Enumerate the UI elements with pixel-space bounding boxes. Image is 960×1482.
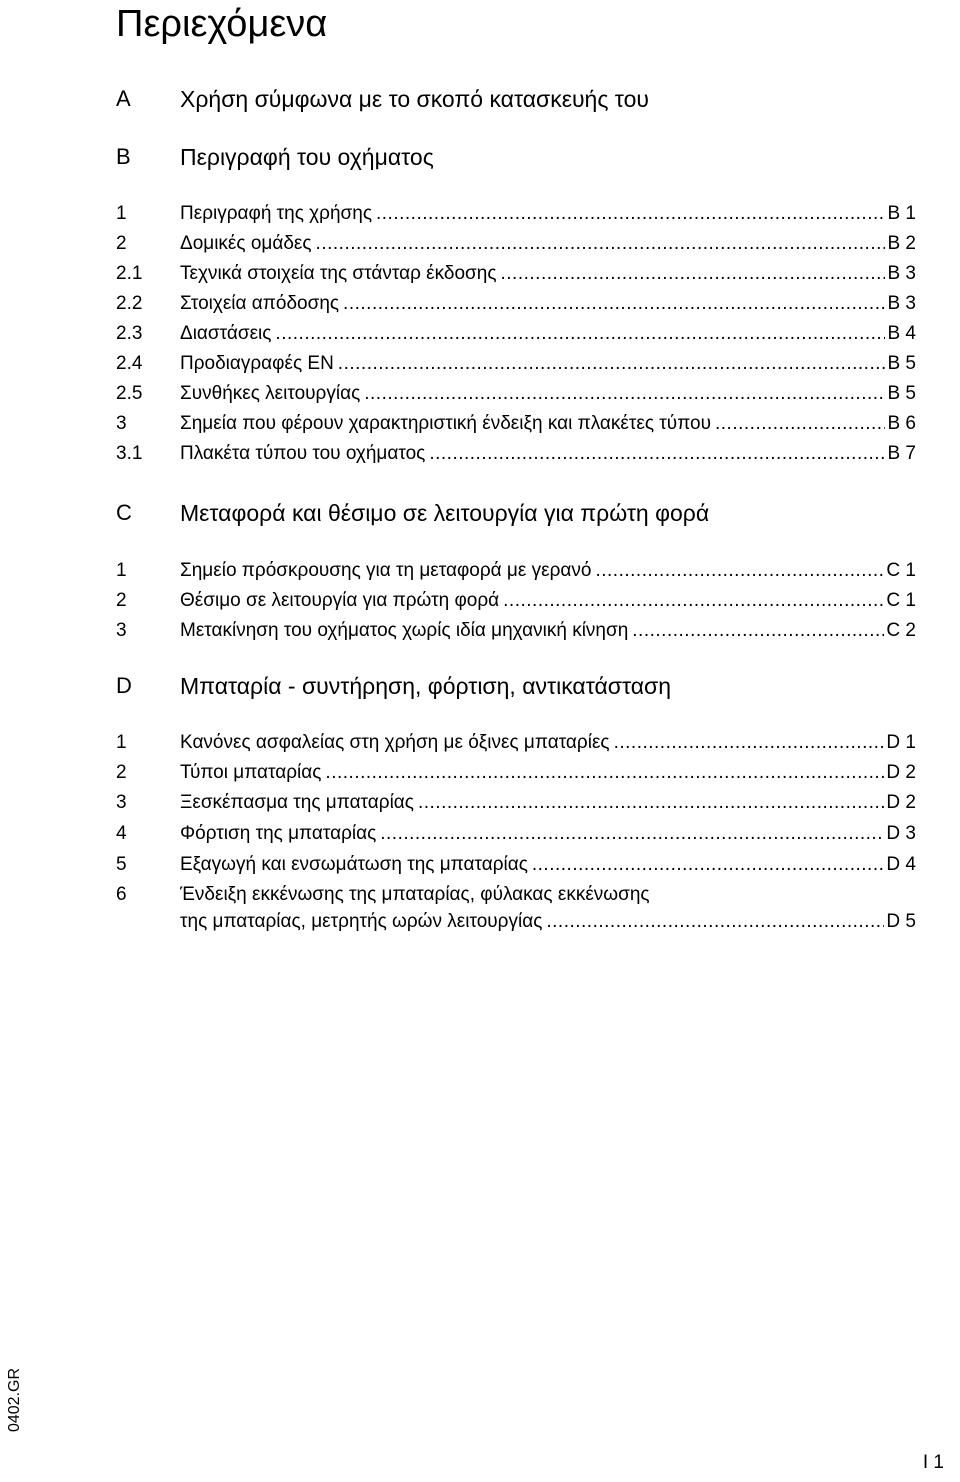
entry-label: Φόρτιση της μπαταρίας bbox=[180, 823, 377, 844]
entry-label: Δομικές ομάδες bbox=[180, 233, 312, 254]
section-title: Μπαταρία - συντήρηση, φόρτιση, αντικατάσταση bbox=[180, 673, 672, 699]
section-letter: D bbox=[116, 673, 132, 698]
dot-leader bbox=[380, 819, 884, 849]
toc-entry-c-1[interactable] bbox=[116, 556, 916, 586]
page-number: I 1 bbox=[922, 1452, 944, 1473]
entry-page: B 1 bbox=[887, 203, 916, 224]
dot-leader bbox=[503, 586, 884, 616]
entry-number: 3 bbox=[116, 413, 127, 434]
toc-entry-b-2-3[interactable] bbox=[116, 319, 916, 349]
dot-leader bbox=[338, 349, 886, 379]
dot-leader bbox=[364, 379, 885, 409]
dot-leader bbox=[715, 409, 885, 439]
toc-entry-b-2-5[interactable] bbox=[116, 379, 916, 409]
dot-leader bbox=[429, 439, 885, 469]
section-letter: B bbox=[116, 144, 131, 169]
page-title: Περιεχόμενα bbox=[116, 3, 328, 45]
toc-entry-b-2[interactable] bbox=[116, 229, 916, 259]
entry-number: 2.2 bbox=[116, 293, 143, 314]
toc-entry-d-4[interactable] bbox=[116, 819, 916, 849]
entry-page: D 1 bbox=[886, 732, 916, 753]
entry-page: B 2 bbox=[887, 233, 916, 254]
section-title: Χρήση σύμφωνα με το σκοπό κατασκευής του bbox=[180, 86, 649, 112]
dot-leader bbox=[595, 556, 884, 586]
toc-entry-d-2[interactable] bbox=[116, 758, 916, 788]
toc-entry-d-5[interactable] bbox=[116, 850, 916, 880]
dot-leader bbox=[546, 907, 884, 937]
entry-page: D 4 bbox=[886, 854, 916, 875]
entry-label: Ένδειξη εκκένωσης της μπαταρίας, φύλακας εκκένωσης bbox=[180, 884, 650, 905]
dot-leader bbox=[501, 259, 886, 289]
toc-section-a[interactable] bbox=[116, 82, 916, 116]
entry-label: Τύποι μπαταρίας bbox=[180, 762, 322, 783]
entry-label: Μετακίνηση του οχήματος χωρίς ιδία μηχανική κίνηση bbox=[180, 620, 629, 641]
entry-number: 2 bbox=[116, 233, 127, 254]
document-code bbox=[0, 1360, 30, 1440]
toc-entry-d-6[interactable] bbox=[116, 880, 916, 910]
dot-leader bbox=[325, 758, 884, 788]
toc-entry-b-2-1[interactable] bbox=[116, 259, 916, 289]
entry-page: D 3 bbox=[886, 823, 916, 844]
entry-label: Στοιχεία απόδοσης bbox=[180, 293, 340, 314]
entry-label: Σημείο πρόσκρουσης για τη μεταφορά με γερανό bbox=[180, 560, 592, 581]
document-code-text: 0402.GR bbox=[6, 1367, 23, 1433]
toc-section-d[interactable] bbox=[116, 669, 916, 703]
toc-entry-b-1[interactable] bbox=[116, 199, 916, 229]
entry-label: Εξαγωγή και ενσωμάτωση της μπαταρίας bbox=[180, 854, 528, 875]
toc-entry-d-1[interactable] bbox=[116, 728, 916, 758]
entry-page: D 2 bbox=[886, 792, 916, 813]
entry-page: C 1 bbox=[886, 590, 916, 611]
entry-number: 3 bbox=[116, 792, 127, 813]
section-letter: A bbox=[116, 86, 131, 111]
entry-number: 1 bbox=[116, 560, 127, 581]
entry-number: 2.3 bbox=[116, 323, 143, 344]
entry-page: B 5 bbox=[887, 383, 916, 404]
toc-entry-b-3-1[interactable] bbox=[116, 439, 916, 469]
section-title: Μεταφορά και θέσιμο σε λειτουργία για πρώτη φορά bbox=[180, 500, 710, 526]
entry-number: 6 bbox=[116, 884, 127, 905]
entry-number: 1 bbox=[116, 203, 127, 224]
toc-entry-b-3[interactable] bbox=[116, 409, 916, 439]
dot-leader bbox=[614, 728, 885, 758]
dot-leader bbox=[376, 199, 885, 229]
entry-page: C 2 bbox=[886, 620, 916, 641]
toc-entry-b-2-4[interactable] bbox=[116, 349, 916, 379]
toc-entry-d-6-continued[interactable] bbox=[116, 907, 916, 937]
dot-leader bbox=[632, 616, 884, 646]
toc-entry-c-3[interactable] bbox=[116, 616, 916, 646]
entry-label: Θέσιμο σε λειτουργία για πρώτη φορά bbox=[180, 590, 500, 611]
toc-section-c[interactable] bbox=[116, 496, 916, 530]
dot-leader bbox=[343, 289, 885, 319]
entry-number: 1 bbox=[116, 732, 127, 753]
dot-leader bbox=[418, 788, 884, 818]
entry-label: Πλακέτα τύπου του οχήματος bbox=[180, 443, 426, 464]
entry-page: B 5 bbox=[887, 353, 916, 374]
entry-number: 3.1 bbox=[116, 443, 143, 464]
toc-section-b[interactable] bbox=[116, 140, 916, 174]
toc-entry-c-2[interactable] bbox=[116, 586, 916, 616]
toc-entry-d-3[interactable] bbox=[116, 788, 916, 818]
entry-label: Τεχνικά στοιχεία της στάνταρ έκδοσης bbox=[180, 263, 497, 284]
entry-label: Ξεσκέπασμα της μπαταρίας bbox=[180, 792, 414, 813]
entry-number: 2 bbox=[116, 762, 127, 783]
entry-number: 3 bbox=[116, 620, 127, 641]
entry-page: B 3 bbox=[887, 263, 916, 284]
entry-number: 5 bbox=[116, 854, 127, 875]
entry-number: 2.1 bbox=[116, 263, 143, 284]
entry-page: B 7 bbox=[887, 443, 916, 464]
entry-label: Διαστάσεις bbox=[180, 323, 272, 344]
section-letter: C bbox=[116, 500, 132, 525]
toc-entry-b-2-2[interactable] bbox=[116, 289, 916, 319]
entry-label: Προδιαγραφές EN bbox=[180, 353, 334, 374]
entry-number: 2.4 bbox=[116, 353, 143, 374]
entry-label-continued: της μπαταρίας, μετρητής ωρών λειτουργίας bbox=[180, 911, 543, 932]
entry-label: Συνθήκες λειτουργίας bbox=[180, 383, 361, 404]
dot-leader bbox=[532, 850, 885, 880]
entry-label: Σημεία που φέρουν χαρακτηριστική ένδειξη και πλακέτες τύπου bbox=[180, 413, 711, 434]
entry-page: C 1 bbox=[886, 560, 916, 581]
section-title: Περιγραφή του οχήματος bbox=[180, 144, 434, 170]
entry-number: 2 bbox=[116, 590, 127, 611]
entry-page: B 6 bbox=[887, 413, 916, 434]
entry-page: D 5 bbox=[886, 911, 916, 932]
entry-label: Κανόνες ασφαλείας στη χρήση με όξινες μπαταρίες bbox=[180, 732, 610, 753]
dot-leader bbox=[316, 229, 886, 259]
entry-number: 4 bbox=[116, 823, 127, 844]
dot-leader bbox=[275, 319, 885, 349]
entry-label: Περιγραφή της χρήσης bbox=[180, 203, 372, 224]
entry-page: B 4 bbox=[887, 323, 916, 344]
entry-page: D 2 bbox=[886, 762, 916, 783]
entry-number: 2.5 bbox=[116, 383, 143, 404]
entry-page: B 3 bbox=[887, 293, 916, 314]
